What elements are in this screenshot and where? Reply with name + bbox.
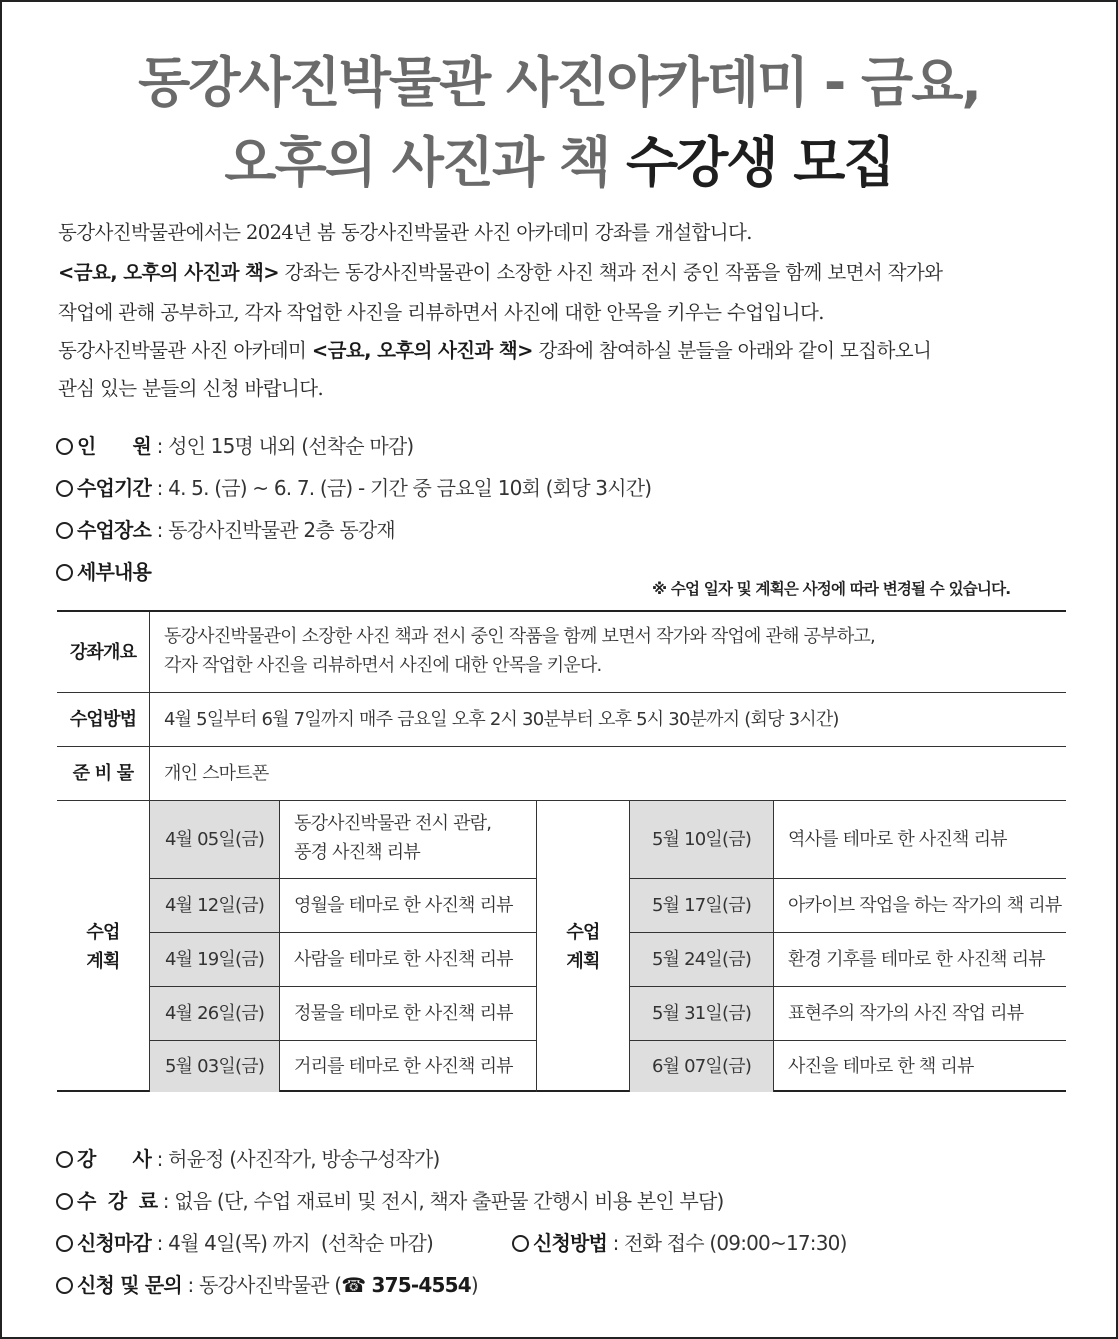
circle-bullet-icon: [56, 1277, 73, 1294]
info-detail: [56, 556, 151, 585]
course-name-bold-2: <금요, 오후의 사진과 책>: [311, 339, 533, 362]
lecturer-label: 강 사: [77, 1147, 152, 1171]
period-value: : 4. 5. (금) ~ 6. 7. (금) - 기간 중 금요일 10회 (회당 3시간): [151, 476, 652, 500]
overview-label: 강좌개요: [57, 612, 150, 692]
period-label: 수업기간: [77, 476, 152, 500]
schedule-change-note: ※ 수업 일자 및 계획은 사정에 따라 변경될 수 있습니다.: [652, 580, 1011, 598]
circle-bullet-icon: [56, 480, 73, 497]
info-place: [56, 514, 395, 543]
right-plan-date-1: 5월 10일(금): [630, 800, 774, 878]
overview-line-1: 동강사진박물관이 소장한 사진 책과 전시 중인 작품을 함께 보면서 작가와 작업에 관해 공부하고,: [164, 626, 875, 647]
circle-bullet-icon: [512, 1235, 529, 1252]
intro-paragraph-3: 작업에 관해 공부하고, 각자 작업한 사진을 리뷰하면서 사진에 대한 안목을 키우는 수업입니다.: [58, 301, 824, 324]
circle-bullet-icon: [56, 438, 73, 455]
plan-label-line-2: 계획: [86, 950, 120, 972]
intro-paragraph-2-rest: 강좌는 동강사진박물관이 소장한 사진 책과 전시 중인 작품을 함께 보면서 작가와: [279, 261, 943, 284]
circle-bullet-icon: [56, 1235, 73, 1252]
right-plan-topic-4: 표현주의 작가의 사진 작업 리뷰: [774, 986, 1066, 1040]
info-contact: [56, 1269, 478, 1298]
circle-bullet-icon: [56, 1151, 73, 1168]
right-plan-topic-1: 역사를 테마로 한 사진책 리뷰: [774, 800, 1066, 878]
title-line-2-gray: 오후의 사진과 책: [224, 131, 626, 194]
apply-method-label: 신청방법: [533, 1231, 608, 1255]
prep-value: 개인 스마트폰: [150, 746, 1066, 800]
overview-line-2: 각자 작업한 사진을 리뷰하면서 사진에 대한 안목을 키운다.: [164, 655, 602, 676]
left-plan-date-5: 5월 03일(금): [150, 1040, 280, 1092]
apply-method-value: : 전화 접수 (09:00~17:30): [607, 1231, 847, 1255]
plan-label-right-line-1: 수업: [566, 921, 600, 943]
phone-icon: ☎: [341, 1273, 366, 1297]
left-plan-topic-5: 거리를 테마로 한 사진책 리뷰: [280, 1040, 537, 1092]
detail-label: 세부내용: [77, 560, 152, 584]
left-plan-date-2: 4월 12일(금): [150, 878, 280, 932]
title-line-2-dark: 수강생 모집: [625, 131, 894, 194]
fee-value: : 없음 (단, 수업 재료비 및 전시, 책자 출판물 간행시 비용 본인 부담): [157, 1189, 724, 1213]
deadline-value: : 4월 4일(목) 까지 (선착순 마감): [151, 1231, 433, 1255]
left-plan-date-1: 4월 05일(금): [150, 800, 280, 878]
info-apply-method: [512, 1227, 847, 1256]
overview-value: [150, 612, 1066, 692]
plan-label-right: [537, 800, 630, 1092]
intro-paragraph-5: 관심 있는 분들의 신청 바랍니다.: [58, 377, 324, 400]
place-label: 수업장소: [77, 518, 152, 542]
intro-paragraph-4-rest: 강좌에 참여하실 분들을 아래와 같이 모집하오니: [532, 339, 932, 362]
method-label: 수업방법: [57, 692, 150, 746]
info-lecturer: [56, 1143, 440, 1172]
deadline-label: 신청마감: [77, 1231, 152, 1255]
contact-value: : 동강사진박물관 (: [181, 1273, 342, 1297]
left-plan-topic-4: 정물을 테마로 한 사진책 리뷰: [280, 986, 537, 1040]
right-plan-topic-5: 사진을 테마로 한 책 리뷰: [774, 1040, 1066, 1092]
left-plan-topic-1-line-2: 풍경 사진책 리뷰: [294, 842, 420, 863]
left-plan-date-3: 4월 19일(금): [150, 932, 280, 986]
info-fee: [56, 1185, 724, 1214]
info-period: [56, 472, 651, 501]
left-plan-date-4: 4월 26일(금): [150, 986, 280, 1040]
method-value: 4월 5일부터 6월 7일까지 매주 금요일 오후 2시 30분부터 오후 5시 30분까지 (회당 3시간): [150, 692, 1066, 746]
circle-bullet-icon: [56, 522, 73, 539]
left-plan-topic-1: [280, 800, 537, 878]
info-deadline: [56, 1227, 433, 1256]
left-plan-topic-1-line-1: 동강사진박물관 전시 관람,: [294, 813, 492, 834]
phone-number: 375-4554: [365, 1273, 471, 1297]
plan-label-right-line-2: 계획: [566, 950, 600, 972]
detail-table: [57, 610, 1066, 1092]
lecturer-value: : 허윤정 (사진작가, 방송구성작가): [151, 1147, 440, 1171]
intro-paragraph-1: 동강사진박물관에서는 2024년 봄 동강사진박물관 사진 아카데미 강좌를 개설합니다.: [58, 221, 752, 244]
recruit-value: : 성인 15명 내외 (선착순 마감): [151, 434, 414, 458]
plan-label-line-1: 수업: [86, 921, 120, 943]
recruit-label: 인 원: [77, 434, 152, 458]
intro-paragraph-2: [58, 257, 1070, 285]
contact-close: ): [470, 1273, 478, 1297]
circle-bullet-icon: [56, 1193, 73, 1210]
right-plan-date-2: 5월 17일(금): [630, 878, 774, 932]
right-plan-topic-2: 아카이브 작업을 하는 작가의 책 리뷰: [774, 878, 1066, 932]
right-plan-date-3: 5월 24일(금): [630, 932, 774, 986]
left-plan-topic-2: 영월을 테마로 한 사진책 리뷰: [280, 878, 537, 932]
plan-label-left: [57, 800, 150, 1092]
intro-paragraph-4: [58, 335, 1070, 363]
place-value: : 동강사진박물관 2층 동강재: [151, 518, 395, 542]
prep-label: 준 비 물: [57, 746, 150, 800]
title-line-1: 동강사진박물관 사진아카데미 - 금요,: [138, 51, 980, 114]
right-plan-date-5: 6월 07일(금): [630, 1040, 774, 1092]
left-plan-topic-3: 사람을 테마로 한 사진책 리뷰: [280, 932, 537, 986]
course-name-bold: <금요, 오후의 사진과 책>: [58, 261, 279, 284]
contact-label: 신청 및 문의: [77, 1273, 182, 1297]
title-line-2: [2, 120, 1116, 197]
fee-label: 수 강 료: [77, 1189, 158, 1213]
info-recruit: [56, 430, 413, 459]
intro-paragraph-4-start: 동강사진박물관 사진 아카데미: [58, 339, 312, 362]
right-plan-date-4: 5월 31일(금): [630, 986, 774, 1040]
circle-bullet-icon: [56, 564, 73, 581]
right-plan-topic-3: 환경 기후를 테마로 한 사진책 리뷰: [774, 932, 1066, 986]
